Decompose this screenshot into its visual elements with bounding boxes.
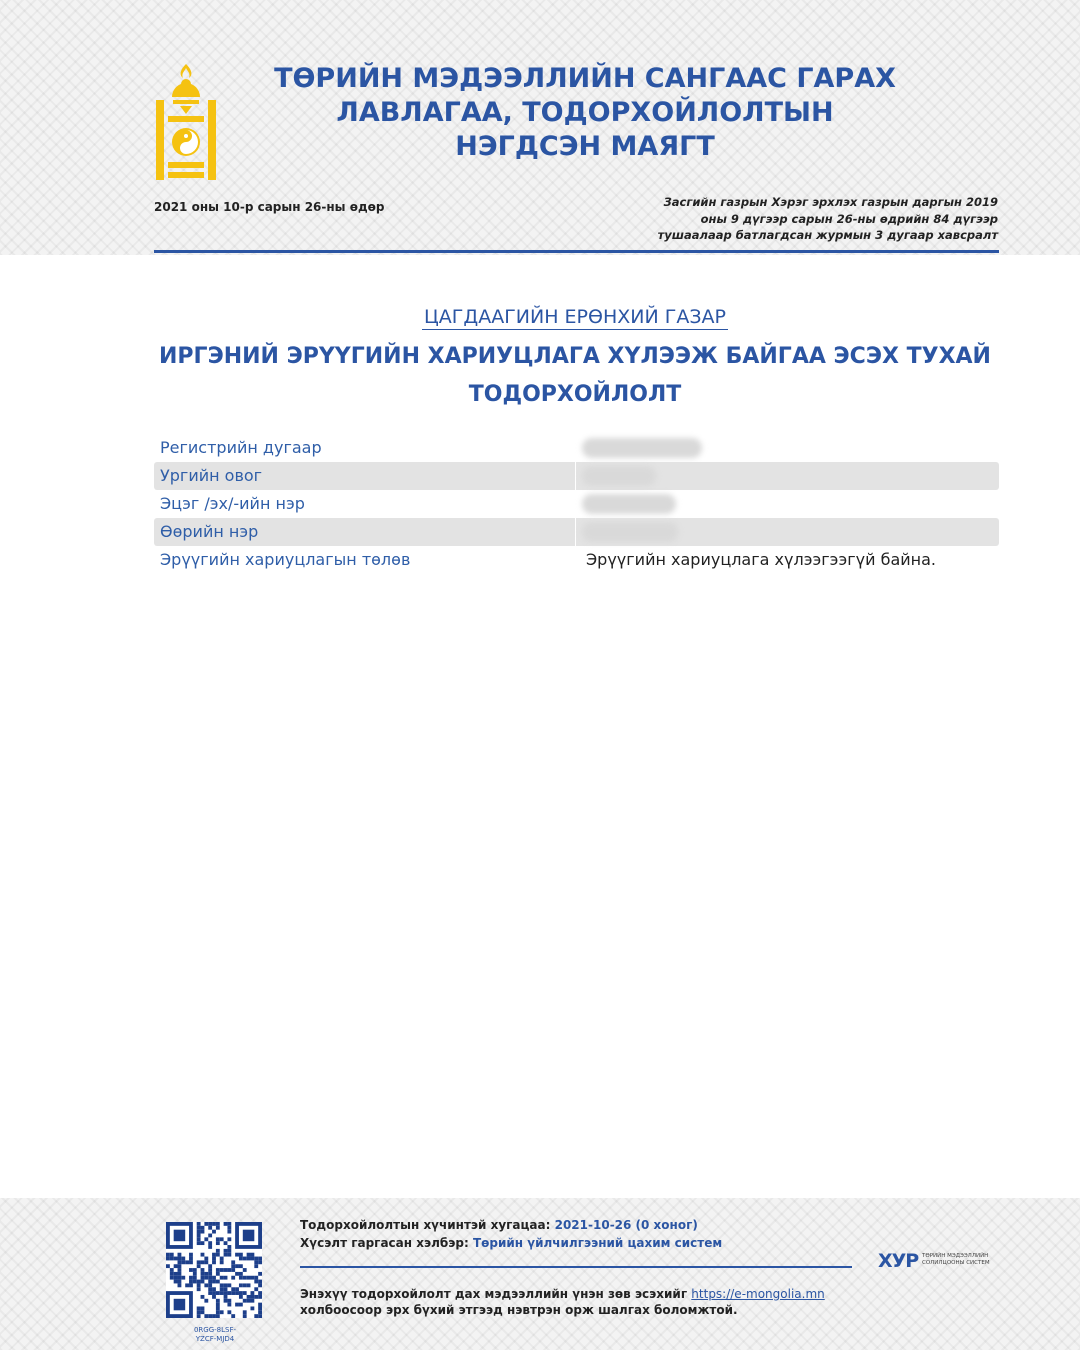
header-title-line: НЭГДСЭН МАЯГТ — [455, 131, 715, 162]
xyp-logo-caption-line: СОЛИЛЦООНЫ СИСТЕМ — [922, 1260, 990, 1266]
request-line — [300, 1234, 722, 1252]
qr-code-line: 0RGG-8LSF- — [193, 1326, 237, 1334]
e-mongolia-link[interactable]: https://e-mongolia.mn — [691, 1287, 825, 1301]
qr-verification-code — [175, 1326, 255, 1344]
qr-code-icon — [166, 1222, 262, 1318]
qr-code-line: YZCF-MJD4 — [195, 1335, 235, 1343]
footer-divider — [300, 1266, 852, 1268]
issuing-agency — [0, 306, 1080, 328]
xyp-logo-caption-line: ТӨРИЙН МЭДЭЭЛЛИЙН — [922, 1253, 989, 1259]
note-text: холбоосоор эрх бүхий этгээд нэвтрэн орж шалгах боломжтой. — [300, 1303, 738, 1317]
field-label: Өөрийн нэр — [160, 522, 259, 541]
field-label: Эрүүгийн хариуцлагын төлөв — [160, 550, 411, 569]
note-text: Энэхүү тодорхойлолт дах мэдээллийн үнэн зөв эсэхийг — [300, 1287, 688, 1301]
column-divider — [575, 462, 576, 490]
info-row-parent-name — [154, 490, 999, 518]
xyp-logo-caption — [922, 1253, 994, 1267]
issuing-agency-label: ЦАГДААГИЙН ЕРӨНХИЙ ГАЗАР — [424, 306, 726, 328]
redacted-value — [582, 438, 702, 458]
request-value: Төрийн үйлчилгээний цахим систем — [472, 1236, 723, 1250]
redacted-value — [582, 466, 656, 486]
decree-note-line: Засгийн газрын Хэрэг эрхлэх газрын даргын 2019 — [663, 195, 998, 209]
info-table — [154, 434, 999, 574]
soyombo-emblem-icon — [150, 62, 222, 186]
decree-note-line: оны 9 дүгээр сарын 26-ны өдрийн 84 дүгээр — [700, 211, 998, 226]
issue-date: 2021 оны 10-р сарын 26-ны өдөр — [154, 200, 385, 214]
header-title-line: ЛАВЛАГАА, ТОДОРХОЙЛОЛТЫН — [336, 97, 834, 128]
request-label: Хүсэлт гаргасан хэлбэр: — [300, 1236, 469, 1250]
decree-note-line: тушаалаар батлагдсан журмын 3 дугаар хавсралт — [657, 228, 998, 242]
field-label: Эцэг /эх/-ийн нэр — [160, 494, 305, 513]
validity-label: Тодорхойлолтын хүчинтэй хугацаа: — [300, 1218, 551, 1232]
column-divider — [575, 518, 576, 546]
document-title-line: ИРГЭНИЙ ЭРҮҮГИЙН ХАРИУЦЛАГА ХҮЛЭЭЖ БАЙГАА ЭСЭХ ТУХАЙ — [159, 344, 991, 369]
validity-line — [300, 1216, 722, 1234]
validity-value: 2021-10-26 (0 хоног) — [554, 1218, 698, 1232]
document-title — [150, 338, 1000, 414]
redacted-value — [582, 494, 676, 514]
redacted-value — [582, 522, 678, 542]
document-title-line: ТОДОРХОЙЛОЛТ — [468, 382, 682, 407]
field-label: Ургийн овог — [160, 466, 263, 485]
info-row-clan-name — [154, 462, 999, 490]
info-row-given-name — [154, 518, 999, 546]
field-label: Регистрийн дугаар — [160, 438, 322, 457]
header-title — [240, 62, 930, 164]
decree-note — [578, 194, 998, 244]
info-row-criminal-status — [154, 546, 999, 574]
footer-details — [300, 1216, 722, 1252]
header-divider — [154, 250, 999, 253]
xyp-logo-mark: ХУР — [878, 1250, 919, 1272]
verification-note — [300, 1286, 825, 1318]
xyp-logo — [878, 1248, 993, 1274]
info-row-register-number — [154, 434, 999, 462]
field-value: Эрүүгийн хариуцлага хүлээгээгүй байна. — [586, 550, 937, 569]
header-title-line: ТӨРИЙН МЭДЭЭЛЛИЙН САНГААС ГАРАХ — [274, 63, 896, 94]
